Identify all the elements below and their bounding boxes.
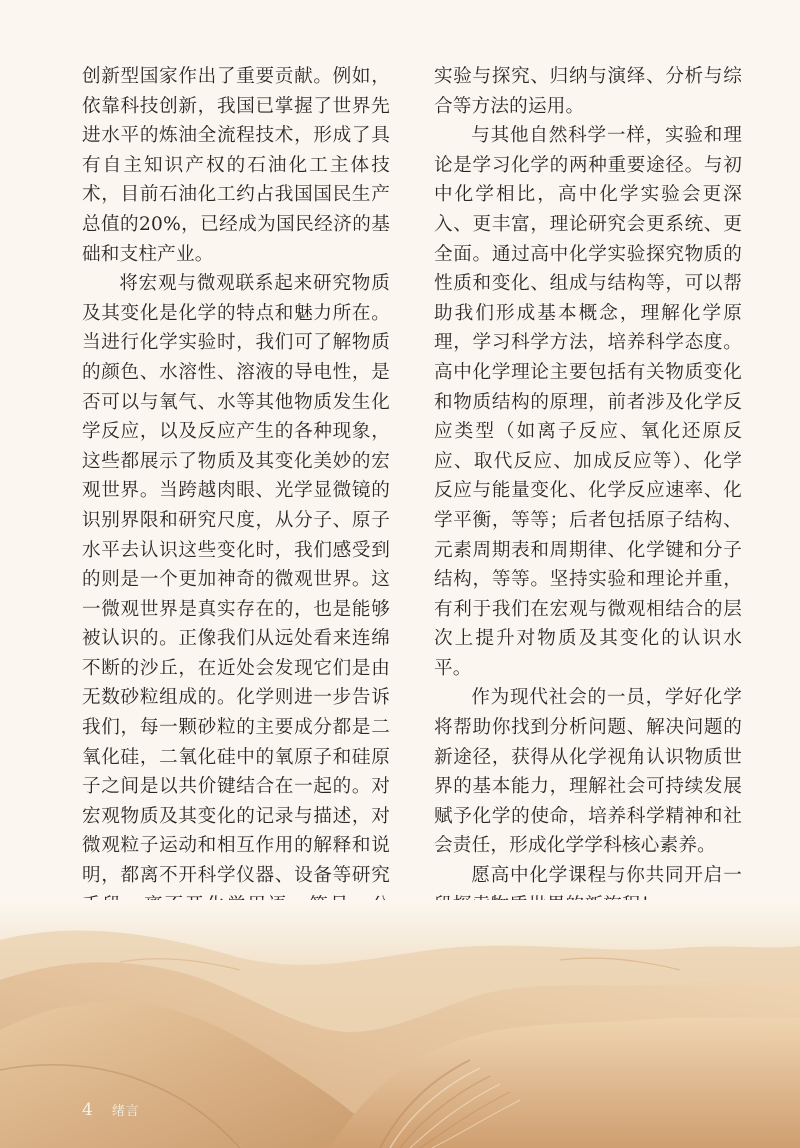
- paragraph: 作为现代社会的一员，学好化学将帮助你找到分析问题、解决问题的新途径，获得从化学视角认识物质世界的基本能力，理解社会可持续发展赋予化学的使命，培养科学精神和社会责任，形成化学学科核心素养。: [434, 687, 742, 857]
- paragraph: 将宏观与微观联系起来研究物质及其变化是化学的特点和魅力所在。当进行化学实验时，我们可了解物质的颜色、水溶性、溶液的导电性，是否可以与氧气、水等其他物质发生化学反应，以及反应产生的各种现象，这些都展示了物质及其变化美妙的宏观世界。当跨越肉眼、光学显微镜的识别界限和研究尺度，从分子、原子水平去认识这些变化时，我们感受到的则是一个更加神奇的微观世界。这一微观世界是真实存在的，也是能够被认识的。正像我们从远处看来连绵不断的沙丘，在近处会发现它们是由无数砂粒组成的。化学则进一步告诉我们，每一颗砂粒的主要成分都是二氧化硅，二氧化硅中的氧原子和硅原子之间是以共价键结合在一起的。对宏观物质及其变化的记录与描述，对微观粒子运动和相互作用的解释和说明，都离不开科学仪器、设备等研究: [82, 273, 390, 887]
- paragraph: 实验与探究、归纳与演绎、分析与综合等方法的运用。: [434, 66, 742, 117]
- paragraph: 与其他自然科学一样，实验和理论是学习化学的两种重要途径。与初中化学相比，高中化学实验会更深入、更丰富，理论研究会更系统、更全面。通过高中化学实验探究物质的性质和变化、组成与结构等，可以帮助我们形成基本概念，理解化学原理，学习科学方法，培养科学态度。高中化学理论主要包括有关物质变化和物质结构的原理，前者涉及化学反应类型（如离子反应、氧化还原反应、取代反应、加成反应等）、化学反应与能量变化、化学反应速率、化学平衡，等等；后者包括原子结构、元素周期表和周期律、化学键和分子结构，等等。坚持实验和理论并重，有利于我们在宏观与微观相结合的层次上提升对物质及其变化的认识水平。: [434, 125, 742, 679]
- left-column: [82, 62, 390, 887]
- paragraph: 创新型国家作出了重要贡献。例如，依靠科技创新，我国已掌握了世界先进水平的炼油全流程技术，形成了具有自主知识产权的石油化工主体技术，目前石油化工约占我国国民生产总值的20%，已经成为国民经济的基础和支柱产业。: [82, 66, 390, 265]
- page-number: 4: [82, 1100, 93, 1120]
- section-title: 绪言: [111, 1104, 140, 1119]
- paragraph: 愿高中化学课程与你共同开启一: [471, 865, 742, 887]
- page-footer: [82, 1100, 140, 1120]
- right-column: [434, 62, 742, 887]
- text-columns: [82, 62, 742, 887]
